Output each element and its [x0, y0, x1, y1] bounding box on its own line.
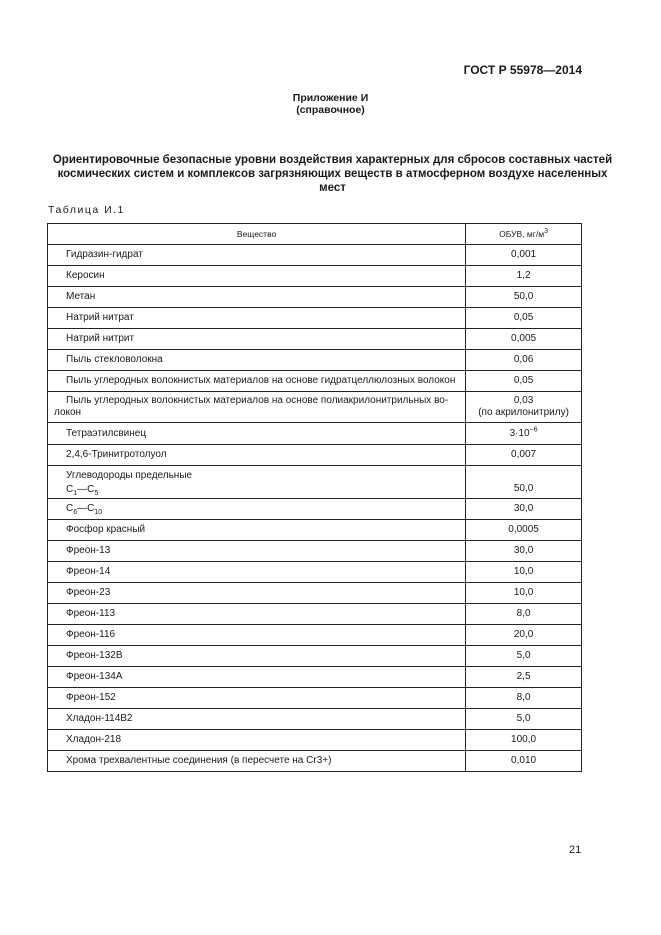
page-number: 21	[569, 844, 582, 856]
substance-name: Фреон-113	[48, 604, 466, 625]
table-row	[48, 308, 582, 329]
formula-c: C	[66, 503, 74, 514]
formula-sub: 10	[94, 509, 103, 516]
obuv-value	[466, 392, 582, 423]
section-title: Ориентировочные безопасные уровни воздействия характерных для сбросов составных частей космических систем и комплексов загрязняющих веществ в атмосферном воздухе населенных мест	[52, 154, 613, 194]
table-row	[48, 350, 582, 371]
hydrocarbons-label: Углеводороды предельные	[66, 470, 193, 481]
table-row	[48, 266, 582, 287]
table-row	[48, 583, 582, 604]
obuv-value: 30,0	[466, 541, 582, 562]
table-row	[48, 423, 582, 445]
table-row	[48, 709, 582, 730]
obuv-value: 0,007	[466, 445, 582, 466]
table-row	[48, 329, 582, 350]
obuv-value: 0,010	[466, 751, 582, 772]
substance-name: Хрома трехвалентные соединения (в пересчете на Cr3+)	[48, 751, 466, 772]
table-row	[48, 287, 582, 308]
obuv-value-main: 0,03	[513, 395, 534, 406]
substance-name: Фосфор красный	[48, 520, 466, 541]
substance-name: Пыль углеродных волокнистых материалов на основе гидратцеллюлозных волокон	[48, 371, 466, 392]
table-row	[48, 751, 582, 772]
substance-name: Фреон-152	[48, 688, 466, 709]
header-obuv-sup: 3	[544, 228, 548, 236]
table-header-row	[48, 224, 582, 245]
table-row	[48, 688, 582, 709]
substance-name: Натрий нитрит	[48, 329, 466, 350]
appendix-heading	[0, 92, 661, 116]
table-row	[48, 625, 582, 646]
header-obuv	[466, 224, 582, 245]
table-row	[48, 667, 582, 688]
obuv-value: 10,0	[466, 562, 582, 583]
document-id: ГОСТ Р 55978—2014	[463, 63, 582, 77]
substance-name: Натрий нитрат	[48, 308, 466, 329]
substance-name: 2,4,6-Тринитротолуол	[48, 445, 466, 466]
obuv-value: 8,0	[466, 604, 582, 625]
obuv-value: 5,0	[466, 709, 582, 730]
formula-c: —C	[77, 484, 95, 495]
substance-name: Метан	[48, 287, 466, 308]
substance-name: Фреон-13	[48, 541, 466, 562]
header-obuv-label: ОБУВ, мг/м	[499, 229, 545, 239]
table-row	[48, 562, 582, 583]
substance-name: Тетраэтилсвинец	[48, 423, 466, 445]
table-row	[48, 466, 582, 499]
table-row	[48, 499, 582, 520]
obuv-value: 5,0	[466, 646, 582, 667]
substance-name: Пыль стекловолокна	[48, 350, 466, 371]
substance-name: Фреон-134А	[48, 667, 466, 688]
obuv-value: 0,001	[466, 245, 582, 266]
obuv-value: 0,05	[466, 308, 582, 329]
table-row	[48, 392, 582, 423]
obuv-value: 50,0	[466, 466, 582, 499]
obuv-value: 10,0	[466, 583, 582, 604]
header-substance: Вещество	[48, 224, 466, 245]
formula-c: C	[66, 484, 74, 495]
table-row	[48, 730, 582, 751]
obuv-value: 100,0	[466, 730, 582, 751]
obuv-value: 0,005	[466, 329, 582, 350]
substance-name: Хладон-218	[48, 730, 466, 751]
table-row	[48, 646, 582, 667]
obuv-value-exp: −6	[529, 426, 538, 434]
substance-name-line2: локон	[54, 407, 82, 418]
table-row	[48, 371, 582, 392]
obuv-table	[47, 223, 582, 772]
appendix-subtitle: (справочное)	[296, 104, 365, 116]
obuv-value: 30,0	[466, 499, 582, 520]
substance-name: Фреон-132В	[48, 646, 466, 667]
hydrocarbons-range-1	[66, 484, 459, 496]
formula-sub: 1	[73, 490, 78, 497]
obuv-value: 8,0	[466, 688, 582, 709]
obuv-value-base: 3·10	[509, 427, 530, 439]
table-row	[48, 541, 582, 562]
substance-name	[48, 499, 466, 520]
obuv-value-note: (по акрилонитрилу)	[478, 407, 569, 418]
substance-name: Керосин	[48, 266, 466, 287]
substance-name: Фреон-23	[48, 583, 466, 604]
obuv-value	[466, 423, 582, 445]
substance-name: Хладон-114В2	[48, 709, 466, 730]
obuv-value: 0,0005	[466, 520, 582, 541]
substance-name: Гидразин-гидрат	[48, 245, 466, 266]
appendix-title: Приложение И	[292, 92, 369, 104]
table-row	[48, 445, 582, 466]
substance-name: Фреон-116	[48, 625, 466, 646]
obuv-value: 1,2	[466, 266, 582, 287]
formula-sub: 6	[73, 509, 78, 516]
formula-c: —C	[77, 503, 95, 514]
table-row	[48, 604, 582, 625]
substance-name	[48, 392, 466, 423]
obuv-value: 50,0	[466, 287, 582, 308]
table-row	[48, 520, 582, 541]
obuv-value: 20,0	[466, 625, 582, 646]
obuv-value: 0,05	[466, 371, 582, 392]
table-caption: Таблица И.1	[48, 204, 125, 216]
table-row	[48, 245, 582, 266]
formula-sub: 5	[94, 490, 99, 497]
substance-name	[48, 466, 466, 499]
substance-name-line1: Пыль углеродных волокнистых материалов на основе полиакрилонитрильных во-	[66, 395, 449, 406]
substance-name: Фреон-14	[48, 562, 466, 583]
obuv-value: 0,06	[466, 350, 582, 371]
obuv-value: 2,5	[466, 667, 582, 688]
